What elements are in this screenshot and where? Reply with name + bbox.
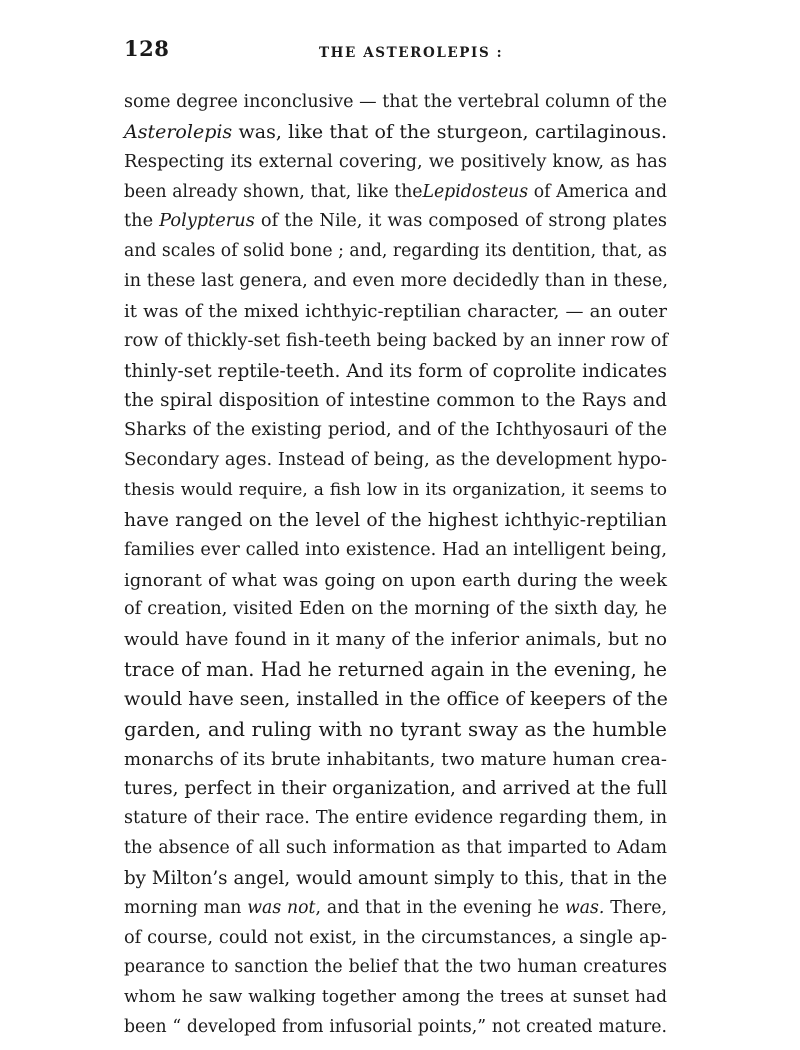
text-run: Respecting its external covering, we positively know, as has xyxy=(124,151,667,172)
text-line xyxy=(124,357,667,387)
text-line xyxy=(124,118,667,148)
italic-text: Polypterus xyxy=(159,211,255,232)
text-line xyxy=(124,267,667,297)
text-line xyxy=(124,88,667,118)
text-run: was, like that of the sturgeon, cartilaginous. xyxy=(232,120,667,143)
text-line xyxy=(124,506,667,536)
text-run: of creation, visited Eden on the morning of the sixth day, he xyxy=(124,599,667,620)
text-run: of America and xyxy=(528,181,667,202)
italic-text: Lepidosteus xyxy=(422,181,529,202)
text-run: in these last genera, and even more decidedly than in these, xyxy=(124,271,669,292)
text-run: thinly-set reptile-teeth. And its form of coprolite indicates xyxy=(124,360,667,382)
text-line xyxy=(124,864,667,894)
text-run: of course, could not exist, in the circumstances, a single ap- xyxy=(124,927,667,948)
text-line xyxy=(124,237,667,267)
text-run: would have found in it many of the inferior animals, but no xyxy=(124,629,667,651)
text-run: by Milton’s angel, would amount simply to this, that in the xyxy=(124,867,667,889)
text-run: some degree inconclusive — that the vertebral column of the xyxy=(124,92,667,112)
text-line xyxy=(124,566,667,596)
text-run: Sharks of the existing period, and of the Ichthyosauri of the xyxy=(124,420,667,441)
text-run: would have seen, installed in the office of keepers of the xyxy=(124,687,668,710)
text-line xyxy=(124,745,667,775)
text-run: the spiral disposition of intestine common to the Rays and xyxy=(124,390,667,412)
text-run: There, xyxy=(604,897,667,918)
text-line xyxy=(124,625,667,655)
text-line xyxy=(124,297,667,327)
page-header xyxy=(124,36,667,66)
text-run: garden, and ruling with no tyrant sway as the humble xyxy=(124,717,667,741)
text-line xyxy=(124,894,667,924)
text-run: the xyxy=(124,211,160,232)
text-run: morning man xyxy=(124,897,248,918)
text-line xyxy=(124,446,667,476)
text-line xyxy=(124,148,667,178)
text-line xyxy=(124,386,667,416)
text-run: it was of the mixed ichthyic-reptilian character, — an outer xyxy=(124,300,667,322)
text-run: monarchs of its brute inhabitants, two mature human crea- xyxy=(124,748,667,770)
text-line xyxy=(124,715,667,745)
text-line xyxy=(124,1013,667,1043)
text-run: row of thickly-set fish-teeth being backed by an inner row of xyxy=(124,330,668,351)
text-run: been “ developed from infusorial points,” not created mature. xyxy=(124,1017,667,1038)
text-run: thesis would require, a fish low in its organization, it seems to xyxy=(124,479,667,500)
text-line xyxy=(124,327,667,357)
text-run: tures, perfect in their organization, and arrived at the full xyxy=(124,778,668,800)
running-head: THE ASTEROLEPIS : xyxy=(319,45,504,61)
italic-text: was. xyxy=(564,897,605,918)
body-text xyxy=(124,88,667,1043)
text-line xyxy=(124,774,667,804)
text-run: trace of man. Had he returned again in the evening, he xyxy=(124,658,667,682)
text-line xyxy=(124,536,667,566)
text-run: whom he saw walking together among the trees at sunset had xyxy=(124,987,667,1008)
text-line xyxy=(124,834,667,864)
text-run: been already shown, that, like the xyxy=(124,181,423,202)
page-number: 128 xyxy=(124,36,170,61)
text-run: and scales of solid bone ; and, regarding its dentition, that, as xyxy=(124,241,667,262)
text-line xyxy=(124,685,667,715)
italic-text: Asterolepis xyxy=(124,120,233,143)
text-line xyxy=(124,804,667,834)
text-run: the absence of all such information as that imparted to Adam xyxy=(124,838,667,859)
text-line xyxy=(124,953,667,983)
text-run: of the Nile, it was composed of strong plates xyxy=(254,211,667,232)
text-run: stature of their race. The entire evidence regarding them, in xyxy=(124,808,667,829)
text-line xyxy=(124,655,667,685)
italic-text: was not xyxy=(247,897,316,918)
text-line xyxy=(124,476,667,506)
text-run: pearance to sanction the belief that the two human creatures xyxy=(124,957,667,978)
text-run: families ever called into existence. Had an intelligent being, xyxy=(124,539,667,560)
text-line xyxy=(124,983,667,1013)
text-run: have ranged on the level of the highest ichthyic-reptilian xyxy=(124,509,667,531)
text-line xyxy=(124,595,667,625)
text-line xyxy=(124,207,667,237)
text-run: ignorant of what was going on upon earth during the week xyxy=(124,569,667,591)
text-run: Secondary ages. Instead of being, as the development hypo- xyxy=(124,450,667,471)
text-line xyxy=(124,924,667,954)
text-line xyxy=(124,178,667,208)
text-run: , and that in the evening he xyxy=(315,897,565,918)
text-line xyxy=(124,416,667,446)
